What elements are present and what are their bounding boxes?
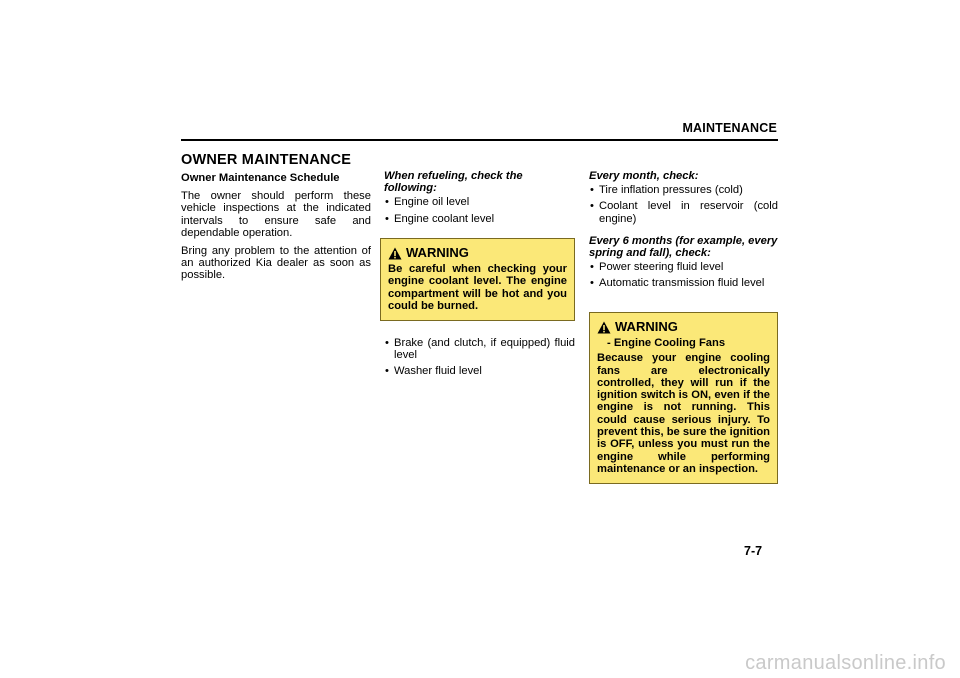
warning-subtitle: - Engine Cooling Fans (607, 337, 726, 349)
warning-triangle-icon (597, 321, 611, 334)
list-item: • Power steering fluid level (589, 261, 778, 273)
refueling-list (384, 196, 575, 224)
warning-title: WARNING (615, 319, 678, 335)
six-month-lead: Every 6 months (for example, every spring and fall), check: (589, 234, 778, 260)
refueling-lead: When refueling, check the following: (384, 170, 523, 195)
column-right (589, 170, 778, 294)
warning-heading (597, 321, 770, 334)
list-item: • Brake (and clutch, if equipped) fluid level (384, 337, 575, 361)
list-item: • Automatic transmission fluid level (589, 277, 778, 289)
list-item: • Engine coolant level (384, 213, 575, 225)
header-rule (181, 139, 778, 141)
subsection-title: Owner Maintenance Schedule (181, 172, 340, 184)
column-middle (384, 170, 575, 229)
list-item: • Coolant level in reservoir (cold engine) (589, 200, 778, 224)
warning-title: WARNING (406, 245, 469, 261)
six-month-list (589, 261, 778, 289)
page-header (181, 121, 778, 141)
section-title: OWNER MAINTENANCE (181, 152, 352, 168)
section-header-title: MAINTENANCE (682, 121, 777, 135)
column-left (181, 152, 371, 288)
warning-triangle-icon (388, 247, 402, 260)
cooling-fans-warning-box (589, 312, 778, 484)
warning-text: Be careful when checking your engine coolant level. The engine compartment will be hot and you could be burned. (388, 263, 567, 312)
warning-text: Because your engine cooling fans are electronically controlled, they will run if the ignition switch is ON, even if the engine is not running. This could cause serious injury. To prevent this, be sure the ignition is OFF, unless you must run the engine while performing maintenance or an inspection. (597, 352, 770, 475)
refueling-list-continued (384, 337, 575, 378)
coolant-warning-box (380, 238, 575, 321)
warning-heading (388, 247, 567, 260)
list-item: • Tire inflation pressures (cold) (589, 184, 778, 196)
list-item: • Washer fluid level (384, 365, 575, 377)
monthly-list (589, 184, 778, 225)
watermark: carmanualsonline.info (745, 652, 946, 674)
monthly-lead: Every month, check: (589, 170, 699, 182)
paragraph: The owner should perform these vehicle inspections at the indicated intervals to ensure safe and dependable operation. (181, 190, 371, 239)
list-item: • Engine oil level (384, 196, 575, 208)
page-number: 7-7 (744, 544, 763, 558)
paragraph: Bring any problem to the attention of an authorized Kia dealer as soon as possible. (181, 245, 371, 282)
column-middle-continued (384, 337, 575, 382)
